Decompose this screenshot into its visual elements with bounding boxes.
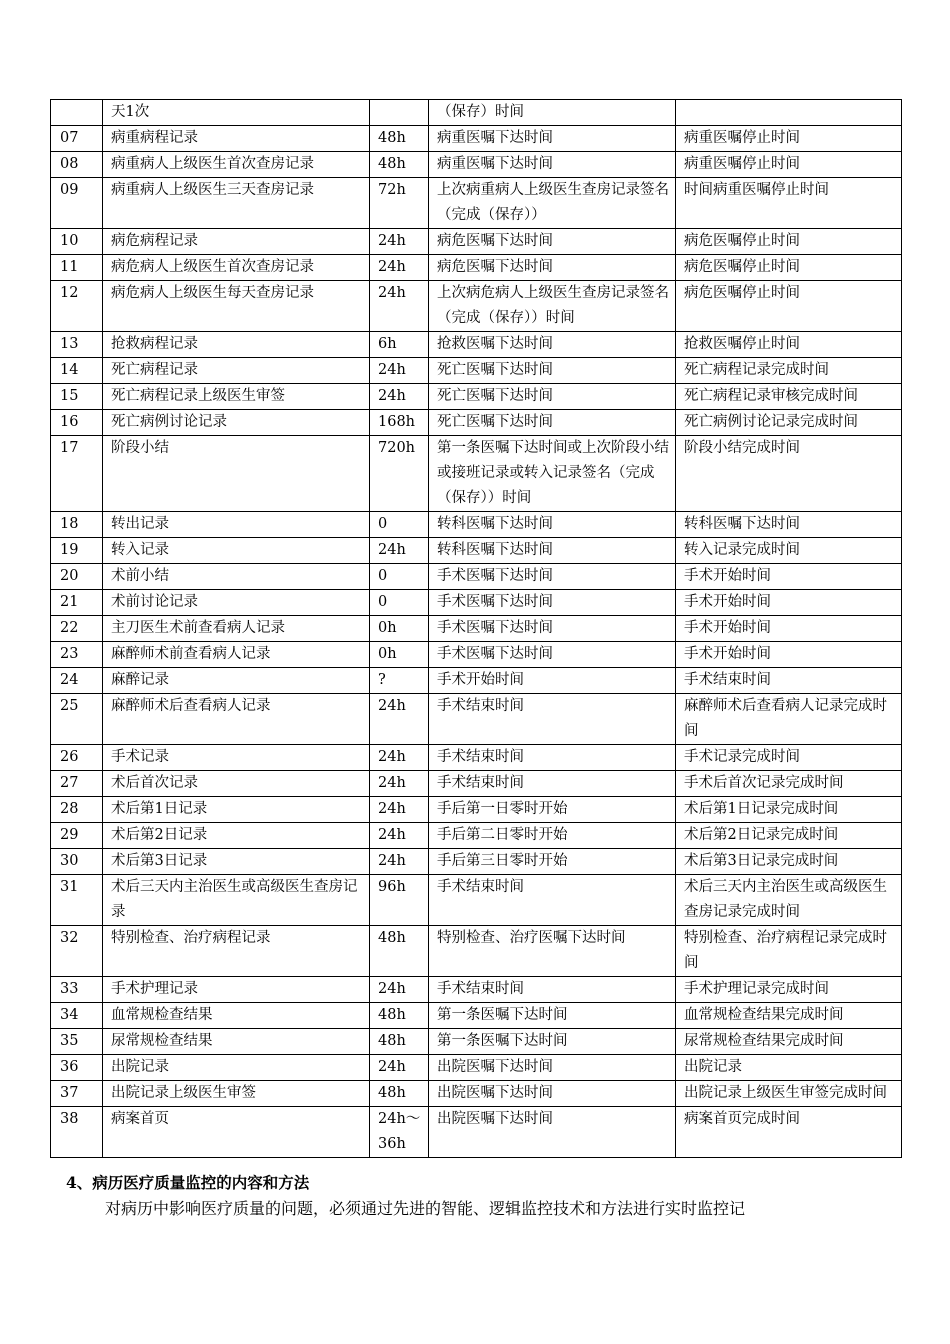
start-time-cell: 特别检查、治疗医嘱下达时间 <box>429 926 676 977</box>
record-item-cell: 死亡病程记录上级医生审签 <box>103 384 370 410</box>
time-limit-cell: 24h <box>370 977 429 1003</box>
time-limit-cell: 24h <box>370 229 429 255</box>
record-item-cell: 术后第2日记录 <box>103 823 370 849</box>
row-number-cell: 18 <box>51 512 103 538</box>
time-limit-cell: 24h <box>370 694 429 745</box>
row-number-cell: 12 <box>51 281 103 332</box>
time-limit-cell: 24h <box>370 823 429 849</box>
record-item-cell: 出院记录上级医生审签 <box>103 1081 370 1107</box>
record-item-cell: 麻醉师术前查看病人记录 <box>103 642 370 668</box>
table-row <box>51 538 902 564</box>
row-number-cell: 17 <box>51 436 103 512</box>
table-row <box>51 1029 902 1055</box>
time-limit-cell: 24h <box>370 358 429 384</box>
table-row <box>51 616 902 642</box>
time-limit-cell: 0h <box>370 642 429 668</box>
start-time-cell: 转科医嘱下达时间 <box>429 538 676 564</box>
time-limit-cell: 0h <box>370 616 429 642</box>
table-row <box>51 410 902 436</box>
table-row <box>51 512 902 538</box>
row-number-cell: 27 <box>51 771 103 797</box>
table-row <box>51 358 902 384</box>
start-time-cell: 第一条医嘱下达时间 <box>429 1003 676 1029</box>
time-limit-cell: 24h <box>370 281 429 332</box>
end-time-cell: 术后第3日记录完成时间 <box>676 849 902 875</box>
record-item-cell: 死亡病例讨论记录 <box>103 410 370 436</box>
time-limit-cell: 48h <box>370 1081 429 1107</box>
start-time-cell: 抢救医嘱下达时间 <box>429 332 676 358</box>
start-time-cell: 手后第三日零时开始 <box>429 849 676 875</box>
table-row <box>51 332 902 358</box>
record-timing-table <box>50 99 902 1158</box>
table-row <box>51 100 902 126</box>
table-row <box>51 797 902 823</box>
start-time-cell: 手后第二日零时开始 <box>429 823 676 849</box>
time-limit-cell: 6h <box>370 332 429 358</box>
row-number-cell: 14 <box>51 358 103 384</box>
table-row <box>51 1003 902 1029</box>
row-number-cell: 22 <box>51 616 103 642</box>
record-item-cell: 麻醉师术后查看病人记录 <box>103 694 370 745</box>
row-number-cell: 32 <box>51 926 103 977</box>
record-item-cell: 术前讨论记录 <box>103 590 370 616</box>
time-limit-cell: 48h <box>370 926 429 977</box>
record-item-cell: 病重病人上级医生首次查房记录 <box>103 152 370 178</box>
record-item-cell: 病重病人上级医生三天查房记录 <box>103 178 370 229</box>
end-time-cell: 病重医嘱停止时间 <box>676 126 902 152</box>
start-time-cell: 手术结束时间 <box>429 875 676 926</box>
table-row <box>51 823 902 849</box>
row-number-cell: 23 <box>51 642 103 668</box>
start-time-cell: 转科医嘱下达时间 <box>429 512 676 538</box>
time-limit-cell: 48h <box>370 152 429 178</box>
table-row <box>51 384 902 410</box>
end-time-cell: 手术开始时间 <box>676 616 902 642</box>
start-time-cell: 手术医嘱下达时间 <box>429 564 676 590</box>
end-time-cell: 死亡病例讨论记录完成时间 <box>676 410 902 436</box>
time-limit-cell: 48h <box>370 1029 429 1055</box>
row-number-cell: 37 <box>51 1081 103 1107</box>
table-row <box>51 126 902 152</box>
row-number-cell: 20 <box>51 564 103 590</box>
table-row <box>51 229 902 255</box>
row-number-cell: 36 <box>51 1055 103 1081</box>
time-limit-cell: 24h <box>370 771 429 797</box>
table-row <box>51 281 902 332</box>
table-row <box>51 436 902 512</box>
row-number-cell: 34 <box>51 1003 103 1029</box>
record-item-cell: 病危病人上级医生每天查房记录 <box>103 281 370 332</box>
end-time-cell: 手术记录完成时间 <box>676 745 902 771</box>
start-time-cell: 病重医嘱下达时间 <box>429 126 676 152</box>
row-number-cell: 09 <box>51 178 103 229</box>
start-time-cell: 手术结束时间 <box>429 771 676 797</box>
end-time-cell: 出院记录 <box>676 1055 902 1081</box>
start-time-cell: 手术开始时间 <box>429 668 676 694</box>
time-limit-cell: 0 <box>370 564 429 590</box>
row-number-cell: 07 <box>51 126 103 152</box>
time-limit-cell: 24h～36h <box>370 1107 429 1158</box>
record-item-cell: 术后首次记录 <box>103 771 370 797</box>
start-time-cell: 死亡医嘱下达时间 <box>429 384 676 410</box>
row-number-cell: 19 <box>51 538 103 564</box>
record-item-cell: 转入记录 <box>103 538 370 564</box>
time-limit-cell: 24h <box>370 1055 429 1081</box>
row-number-cell: 13 <box>51 332 103 358</box>
record-item-cell: 手术记录 <box>103 745 370 771</box>
end-time-cell: 手术开始时间 <box>676 564 902 590</box>
record-item-cell: 术后第1日记录 <box>103 797 370 823</box>
row-number-cell: 38 <box>51 1107 103 1158</box>
section-heading: 4、病历医疗质量监控的内容和方法 <box>66 1173 310 1192</box>
record-item-cell: 尿常规检查结果 <box>103 1029 370 1055</box>
row-number-cell: 31 <box>51 875 103 926</box>
start-time-cell: 病重医嘱下达时间 <box>429 152 676 178</box>
time-limit-cell: 24h <box>370 255 429 281</box>
time-limit-cell: 24h <box>370 849 429 875</box>
end-time-cell: 时间病重医嘱停止时间 <box>676 178 902 229</box>
start-time-cell: 手术结束时间 <box>429 977 676 1003</box>
row-number-cell: 33 <box>51 977 103 1003</box>
table-row <box>51 1107 902 1158</box>
record-item-cell: 手术护理记录 <box>103 977 370 1003</box>
record-item-cell: 术后第3日记录 <box>103 849 370 875</box>
end-time-cell: 病重医嘱停止时间 <box>676 152 902 178</box>
table-row <box>51 745 902 771</box>
start-time-cell: 手后第一日零时开始 <box>429 797 676 823</box>
end-time-cell: 手术护理记录完成时间 <box>676 977 902 1003</box>
record-item-cell: 病案首页 <box>103 1107 370 1158</box>
record-item-cell: 麻醉记录 <box>103 668 370 694</box>
end-time-cell: 尿常规检查结果完成时间 <box>676 1029 902 1055</box>
table-row <box>51 178 902 229</box>
table-body <box>51 100 902 1158</box>
row-number-cell: 30 <box>51 849 103 875</box>
start-time-cell: 手术医嘱下达时间 <box>429 590 676 616</box>
time-limit-cell: 0 <box>370 512 429 538</box>
table-row <box>51 255 902 281</box>
start-time-cell: 上次病重病人上级医生查房记录签名（完成（保存）） <box>429 178 676 229</box>
row-number-cell: 24 <box>51 668 103 694</box>
table-row <box>51 642 902 668</box>
table-row <box>51 875 902 926</box>
end-time-cell: 病危医嘱停止时间 <box>676 255 902 281</box>
table-row <box>51 849 902 875</box>
time-limit-cell: 24h <box>370 538 429 564</box>
record-item-cell: 特别检查、治疗病程记录 <box>103 926 370 977</box>
time-limit-cell: 48h <box>370 126 429 152</box>
row-number-cell: 35 <box>51 1029 103 1055</box>
start-time-cell: 手术医嘱下达时间 <box>429 616 676 642</box>
end-time-cell: 阶段小结完成时间 <box>676 436 902 512</box>
end-time-cell: 抢救医嘱停止时间 <box>676 332 902 358</box>
time-limit-cell: ? <box>370 668 429 694</box>
start-time-cell: 病危医嘱下达时间 <box>429 229 676 255</box>
record-item-cell: 天1次 <box>103 100 370 126</box>
row-number-cell <box>51 100 103 126</box>
row-number-cell: 08 <box>51 152 103 178</box>
table-row <box>51 694 902 745</box>
time-limit-cell: 24h <box>370 797 429 823</box>
time-limit-cell: 48h <box>370 1003 429 1029</box>
table-row <box>51 926 902 977</box>
end-time-cell: 病危医嘱停止时间 <box>676 281 902 332</box>
end-time-cell: 手术结束时间 <box>676 668 902 694</box>
row-number-cell: 15 <box>51 384 103 410</box>
record-item-cell: 死亡病程记录 <box>103 358 370 384</box>
time-limit-cell: 720h <box>370 436 429 512</box>
start-time-cell: 出院医嘱下达时间 <box>429 1055 676 1081</box>
end-time-cell: 手术开始时间 <box>676 590 902 616</box>
record-item-cell: 病重病程记录 <box>103 126 370 152</box>
end-time-cell: 特别检查、治疗病程记录完成时间 <box>676 926 902 977</box>
table-row <box>51 771 902 797</box>
end-time-cell: 术后三天内主治医生或高级医生查房记录完成时间 <box>676 875 902 926</box>
end-time-cell: 病案首页完成时间 <box>676 1107 902 1158</box>
end-time-cell: 转入记录完成时间 <box>676 538 902 564</box>
table-row <box>51 668 902 694</box>
row-number-cell: 21 <box>51 590 103 616</box>
start-time-cell: 手术结束时间 <box>429 694 676 745</box>
end-time-cell: 术后第2日记录完成时间 <box>676 823 902 849</box>
section-paragraph: 对病历中影响医疗质量的问题，必须通过先进的智能、逻辑监控技术和方法进行实时监控记 <box>105 1199 746 1218</box>
time-limit-cell: 24h <box>370 745 429 771</box>
end-time-cell: 转科医嘱下达时间 <box>676 512 902 538</box>
row-number-cell: 11 <box>51 255 103 281</box>
end-time-cell: 手术后首次记录完成时间 <box>676 771 902 797</box>
record-item-cell: 术后三天内主治医生或高级医生查房记录 <box>103 875 370 926</box>
time-limit-cell: 72h <box>370 178 429 229</box>
start-time-cell: 死亡医嘱下达时间 <box>429 410 676 436</box>
end-time-cell: 出院记录上级医生审签完成时间 <box>676 1081 902 1107</box>
record-item-cell: 阶段小结 <box>103 436 370 512</box>
record-item-cell: 出院记录 <box>103 1055 370 1081</box>
start-time-cell: 上次病危病人上级医生查房记录签名（完成（保存））时间 <box>429 281 676 332</box>
table-row <box>51 1081 902 1107</box>
start-time-cell: 病危医嘱下达时间 <box>429 255 676 281</box>
start-time-cell: 手术结束时间 <box>429 745 676 771</box>
start-time-cell: 第一条医嘱下达时间 <box>429 1029 676 1055</box>
time-limit-cell: 0 <box>370 590 429 616</box>
time-limit-cell: 24h <box>370 384 429 410</box>
record-item-cell: 血常规检查结果 <box>103 1003 370 1029</box>
time-limit-cell: 96h <box>370 875 429 926</box>
record-item-cell: 病危病人上级医生首次查房记录 <box>103 255 370 281</box>
row-number-cell: 28 <box>51 797 103 823</box>
end-time-cell: 死亡病程记录审核完成时间 <box>676 384 902 410</box>
end-time-cell: 麻醉师术后查看病人记录完成时间 <box>676 694 902 745</box>
record-item-cell: 抢救病程记录 <box>103 332 370 358</box>
start-time-cell: 死亡医嘱下达时间 <box>429 358 676 384</box>
row-number-cell: 25 <box>51 694 103 745</box>
table-row <box>51 1055 902 1081</box>
time-limit-cell: 168h <box>370 410 429 436</box>
start-time-cell: 出院医嘱下达时间 <box>429 1107 676 1158</box>
end-time-cell: 术后第1日记录完成时间 <box>676 797 902 823</box>
row-number-cell: 29 <box>51 823 103 849</box>
record-item-cell: 主刀医生术前查看病人记录 <box>103 616 370 642</box>
record-item-cell: 转出记录 <box>103 512 370 538</box>
end-time-cell <box>676 100 902 126</box>
end-time-cell: 手术开始时间 <box>676 642 902 668</box>
start-time-cell: 手术医嘱下达时间 <box>429 642 676 668</box>
record-item-cell: 术前小结 <box>103 564 370 590</box>
row-number-cell: 10 <box>51 229 103 255</box>
time-limit-cell <box>370 100 429 126</box>
row-number-cell: 26 <box>51 745 103 771</box>
start-time-cell: 第一条医嘱下达时间或上次阶段小结或接班记录或转入记录签名（完成（保存））时间 <box>429 436 676 512</box>
record-item-cell: 病危病程记录 <box>103 229 370 255</box>
row-number-cell: 16 <box>51 410 103 436</box>
end-time-cell: 血常规检查结果完成时间 <box>676 1003 902 1029</box>
start-time-cell: 出院医嘱下达时间 <box>429 1081 676 1107</box>
table-row <box>51 152 902 178</box>
table-row <box>51 564 902 590</box>
table-row <box>51 977 902 1003</box>
end-time-cell: 死亡病程记录完成时间 <box>676 358 902 384</box>
start-time-cell: （保存）时间 <box>429 100 676 126</box>
table-row <box>51 590 902 616</box>
end-time-cell: 病危医嘱停止时间 <box>676 229 902 255</box>
